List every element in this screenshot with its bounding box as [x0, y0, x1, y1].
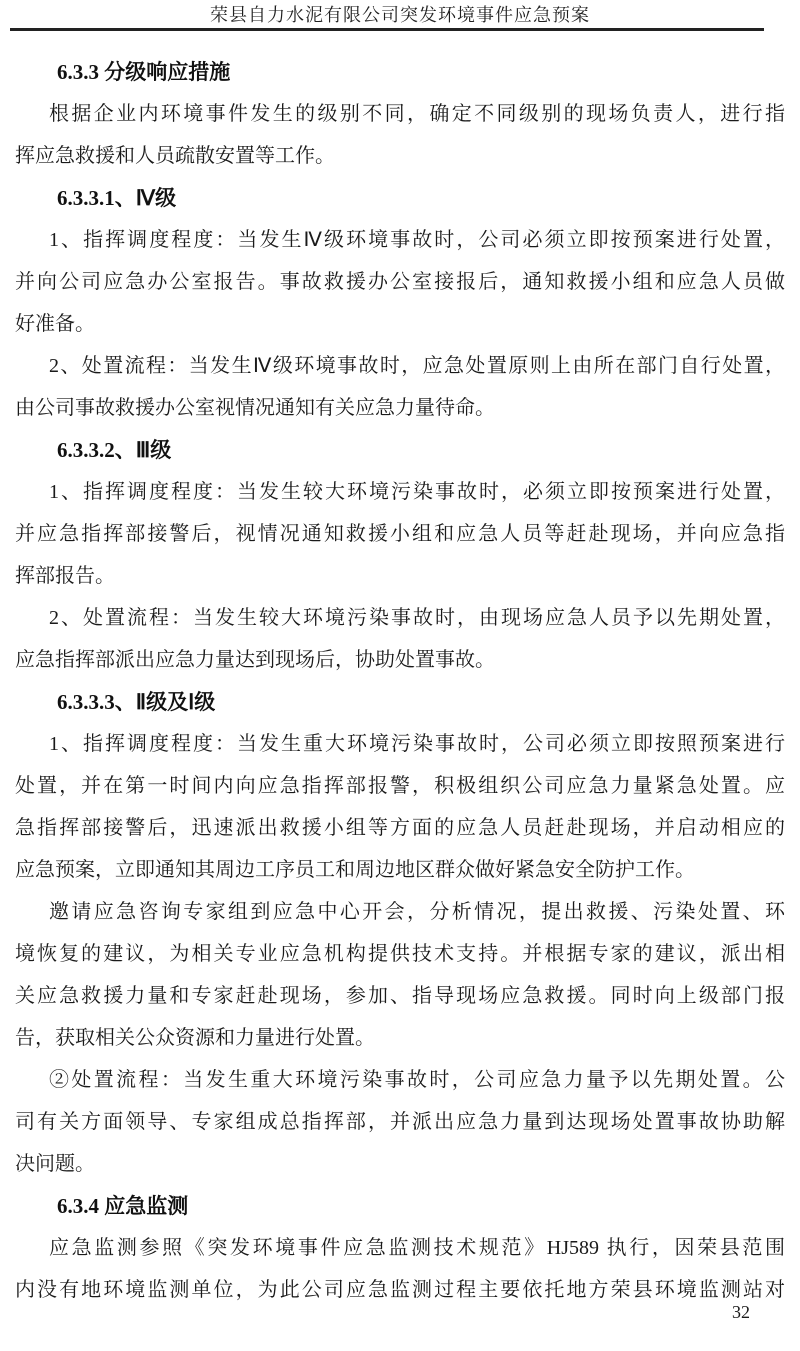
body-paragraph [15, 1227, 785, 1311]
section-heading: 6.3.3.1、Ⅳ级 [57, 186, 177, 210]
paragraph-line: 1、指挥调度程度：当发生Ⅳ级环境事故时，公司必须立即按预案进行处置， [49, 229, 785, 251]
body-paragraph [15, 723, 785, 891]
body-paragraph [15, 219, 785, 345]
paragraph-line: 挥部报告。 [15, 565, 115, 587]
section-heading: 6.3.3.3、Ⅱ级及Ⅰ级 [57, 690, 216, 714]
body-paragraph [15, 597, 785, 681]
paragraph-line: 邀请应急咨询专家组到应急中心开会，分析情况，提出救援、污染处置、环 [49, 901, 785, 923]
document-body [15, 51, 785, 1311]
paragraph-line: 由公司事故救援办公室视情况通知有关应急力量待命。 [15, 397, 495, 419]
paragraph-line: 根据企业内环境事件发生的级别不同，确定不同级别的现场负责人，进行指 [49, 103, 785, 125]
paragraph-line: 内没有地环境监测单位，为此公司应急监测过程主要依托地方荣县环境监测站对 [15, 1279, 785, 1301]
body-paragraph [15, 1059, 785, 1185]
section-heading: 6.3.3 分级响应措施 [57, 60, 231, 84]
paragraph-line: 告，获取相关公众资源和力量进行处置。 [15, 1027, 375, 1049]
paragraph-line: 并向公司应急办公室报告。事故救援办公室接报后，通知救援小组和应急人员做 [15, 271, 785, 293]
paragraph-line: 关应急救援力量和专家赶赴现场，参加、指导现场应急救援。同时向上级部门报 [15, 985, 785, 1007]
paragraph-line: 1、指挥调度程度：当发生重大环境污染事故时，公司必须立即按照预案进行 [49, 733, 785, 755]
paragraph-line: 急指挥部接警后，迅速派出救援小组等方面的应急人员赶赴现场，并启动相应的 [15, 817, 785, 839]
page-header [0, 0, 800, 31]
paragraph-line: 司有关方面领导、专家组成总指挥部，并派出应急力量到达现场处置事故协助解 [15, 1111, 785, 1133]
paragraph-line: ②处置流程：当发生重大环境污染事故时，公司应急力量予以先期处置。公 [49, 1069, 785, 1091]
paragraph-line: 决问题。 [15, 1153, 95, 1175]
paragraph-line: 2、处置流程：当发生Ⅳ级环境事故时，应急处置原则上由所在部门自行处置， [49, 355, 785, 377]
paragraph-line: 并应急指挥部接警后，视情况通知救援小组和应急人员等赶赴现场，并向应急指 [15, 523, 785, 545]
section-heading: 6.3.3.2、Ⅲ级 [57, 438, 172, 462]
paragraph-line: 应急监测参照《突发环境事件应急监测技术规范》HJ589 执行，因荣县范围 [49, 1237, 785, 1259]
section-heading: 6.3.4 应急监测 [57, 1194, 189, 1218]
paragraph-line: 应急指挥部派出应急力量达到现场后，协助处置事故。 [15, 649, 495, 671]
body-paragraph [15, 93, 785, 177]
paragraph-line: 挥应急救援和人员疏散安置等工作。 [15, 145, 335, 167]
body-paragraph [15, 345, 785, 429]
body-paragraph [15, 471, 785, 597]
paragraph-line: 境恢复的建议，为相关专业应急机构提供技术支持。并根据专家的建议，派出相 [15, 943, 785, 965]
header-title: 荣县自力水泥有限公司突发环境事件应急预案 [210, 5, 590, 25]
paragraph-line: 处置，并在第一时间内向应急指挥部报警，积极组织公司应急力量紧急处置。应 [15, 775, 785, 797]
page-number: 32 [732, 1302, 750, 1322]
paragraph-line: 应急预案，立即通知其周边工序员工和周边地区群众做好紧急安全防护工作。 [15, 859, 695, 881]
header-rule [10, 28, 764, 31]
paragraph-line: 好准备。 [15, 313, 95, 335]
body-paragraph [15, 891, 785, 1059]
paragraph-line: 2、处置流程：当发生较大环境污染事故时，由现场应急人员予以先期处置， [49, 607, 785, 629]
paragraph-line: 1、指挥调度程度：当发生较大环境污染事故时，必须立即按预案进行处置， [49, 481, 785, 503]
